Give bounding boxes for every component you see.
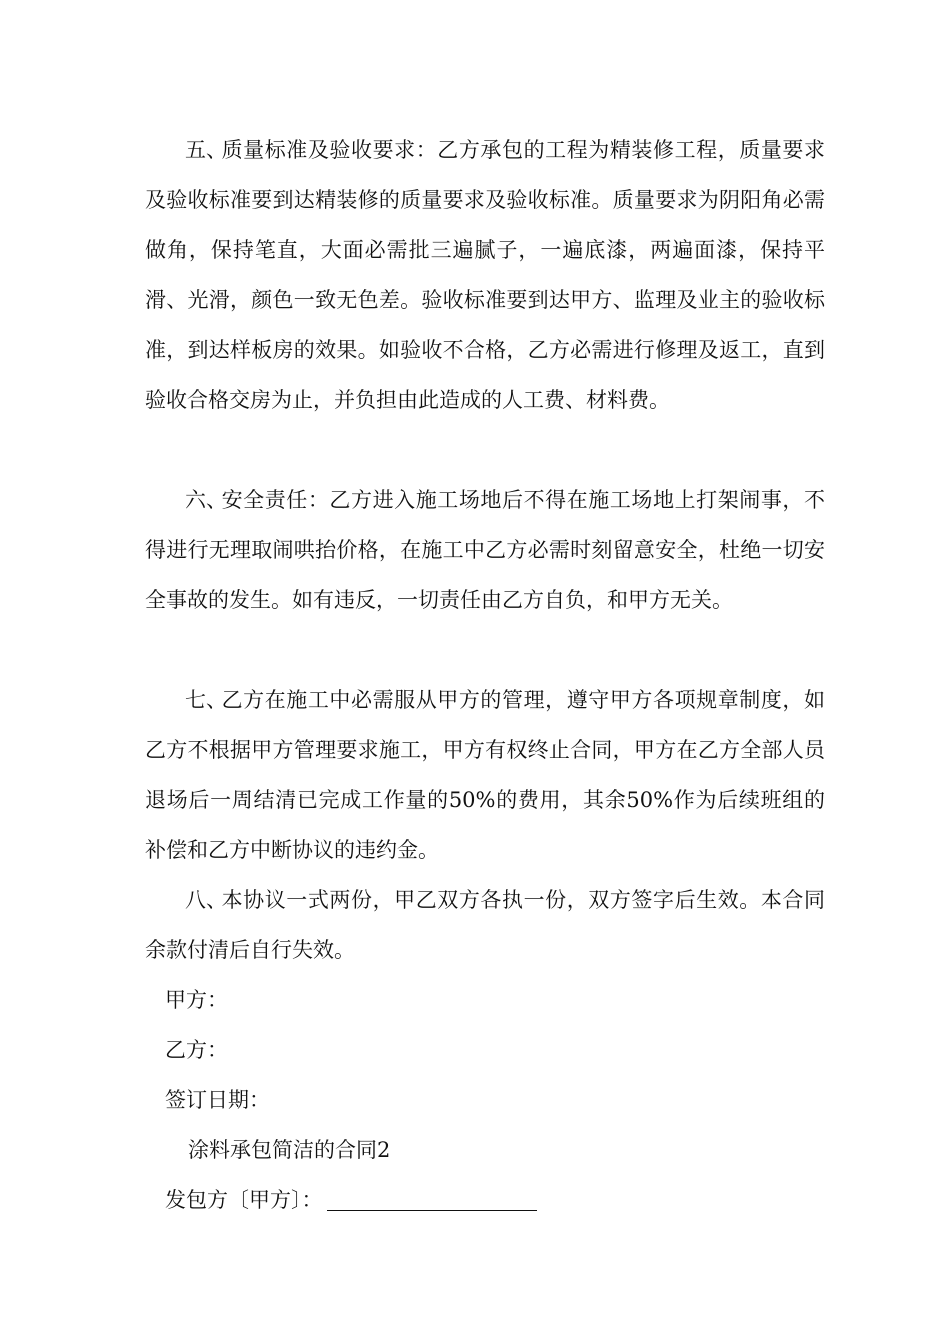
signing-date-label: 签订日期：: [165, 1088, 270, 1112]
clause-number: 七、: [185, 688, 227, 712]
clause-text: 质量标准及验收要求：乙方承包的工程为精装修工程，质量要求及验收标准要到达精装修的质量要求及验收标准。质量要求为阴阳角必需做角，保持笔直，大面必需批三遍腻子，一遍底漆，两遍面漆，保持平滑、光滑，颜色一致无色差。验收标准要到达甲方、监理及业主的验收标准，到达样板房的效果。如验收不合格，乙方必需进行修理及返工，直到验收合格交房为止，并负担由此造成的人工费、材料费。: [145, 138, 825, 412]
issuer-label: 发包方〔甲方〕：: [165, 1188, 323, 1212]
issuer-blank-line: [327, 1188, 537, 1211]
clause-7: [145, 675, 825, 875]
clause-8: [145, 875, 825, 975]
clause-number: 六、: [185, 488, 227, 512]
clause-5: [145, 125, 825, 425]
party-b-signature-label: 乙方：: [165, 1038, 228, 1062]
clause-6: [145, 475, 825, 625]
party-a-signature-label: 甲方：: [165, 988, 228, 1012]
clause-text: 安全责任：乙方进入施工场地后不得在施工场地上打架闹事，不得进行无理取闹哄抬价格，在施工中乙方必需时刻留意安全，杜绝一切安全事故的发生。如有违反，一切责任由乙方自负，和甲方无关。: [145, 488, 825, 612]
clause-text: 本协议一式两份，甲乙双方各执一份，双方签字后生效。本合同余款付清后自行失效。: [145, 888, 825, 962]
next-contract-title: 涂料承包简洁的合同2: [188, 1138, 391, 1162]
clause-number: 八、: [185, 888, 227, 912]
issuer-line: [165, 1175, 537, 1225]
clause-number: 五、: [185, 138, 227, 162]
clause-text: 乙方在施工中必需服从甲方的管理，遵守甲方各项规章制度，如乙方不根据甲方管理要求施工，甲方有权终止合同，甲方在乙方全部人员退场后一周结清已完成工作量的50%的费用，其余50%作为后续班组的补偿和乙方中断协议的违约金。: [145, 688, 825, 862]
